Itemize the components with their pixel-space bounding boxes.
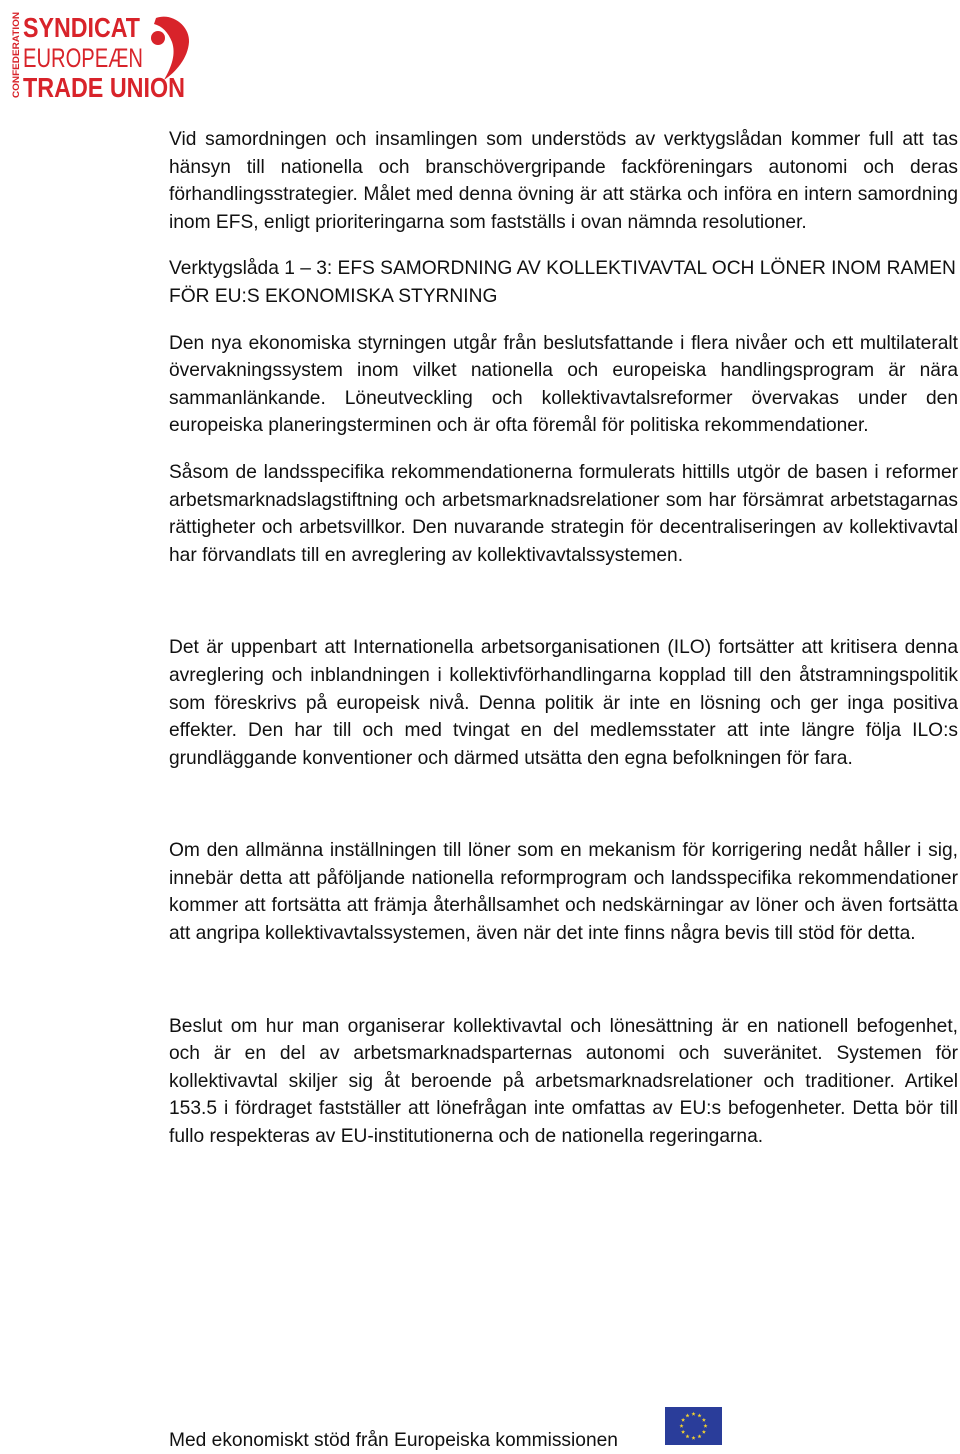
paragraph-wages: Om den allmänna inställningen till löner som en mekanism för korrigering nedåt håller i sig, innebär detta att påföljande nationella reformprogram och landsspecifika rekommendationer kommer att fortsätta att främja återhållsamhet och nedskärningar av löner och även fortsätta att angripa kollektivavtalssystemen, även när det inte finns några bevis till stöd för detta. bbox=[169, 840, 958, 945]
document-body bbox=[169, 126, 958, 1151]
paragraph-national-competence: Beslut om hur man organiserar kollektivavtal och lönesättning är en nationell befogenhet, och är en del av arbetsmarknadsparternas autonomi och suveränitet. Systemen för kollektivavtal skiljer sig åt beroende på arbetsmarknadsrelationer och traditioner. Artikel 153.5 i fördraget fastställer att lönefrågan inte omfattas av EU:s befogenheter. Detta bör till fullo respekteras av EU-institutionerna och de nationella regeringarna. bbox=[169, 1015, 958, 1148]
logo-line-trade-union: TRADE UNION bbox=[23, 72, 185, 103]
eu-flag-icon bbox=[665, 1407, 722, 1445]
paragraph-ilo: Det är uppenbart att Internationella arbetsorganisationen (ILO) fortsätter att kritisera denna avreglering och inblandningen i kollektivförhandlingarna kopplad till den åtstramningspolitik som föreskrivs på europeisk nivå. Denna politik är inte en lösning och ger inga positiva effekter. Den har till och med tvingat en del medlemsstater att inte längre följa ILO:s grundläggande konventioner och därmed utsätta den egna befolkningen för fara. bbox=[169, 637, 958, 769]
paragraph-intro: Vid samordningen och insamlingen som understöds av verktygslådan kommer full att tas hänsyn till nationella och branschövergripande fackföreningars autonomi och deras förhandlingsstrategier. Målet med denna övning är att stärka och införa en intern samordning inom EFS, enligt prioriteringarna som fastställs i ovan nämnda resolutioner. bbox=[169, 129, 958, 233]
section-heading: Verktygslåda 1 – 3: EFS SAMORDNING AV KOLLEKTIVAVTAL OCH LÖNER INOM RAMEN FÖR EU:S EKONOMISKA STYRNING bbox=[169, 258, 956, 307]
paragraph-governance: Den nya ekonomiska styrningen utgår från beslutsfattande i flera nivåer och ett multilateralt övervakningssystem inom vilket nationella och europeiska handlingsprogram är nära sammanlänkande. Löneutveckling och kollektivavtalsreformer övervakas under den europeiska planeringsterminen och är ofta föremål för politiska rekommendationer. bbox=[169, 332, 958, 437]
logo-side-text: CONFEDERATION bbox=[11, 15, 22, 98]
logo-swoosh-icon bbox=[151, 17, 189, 80]
paragraph-recommendations: Såsom de landsspecifika rekommendationerna formulerats hittills utgör de basen i reformer arbetsmarknadslagstiftning och arbetsmarknadsrelationer som har försämrat arbetstagarnas rättigheter och arbetsvillkor. Den nuvarande strategin för decentraliseringen av kollektivavtal har förvandlats till en avreglering av kollektivavtalssystemen. bbox=[169, 461, 958, 566]
etuc-logo bbox=[4, 8, 194, 103]
footer-funding-note: Med ekonomiskt stöd från Europeiska kommissionen bbox=[169, 1430, 618, 1451]
logo-line-european: EUROPEÆN bbox=[23, 43, 143, 73]
logo-line-syndicat: SYNDICAT bbox=[23, 12, 140, 43]
